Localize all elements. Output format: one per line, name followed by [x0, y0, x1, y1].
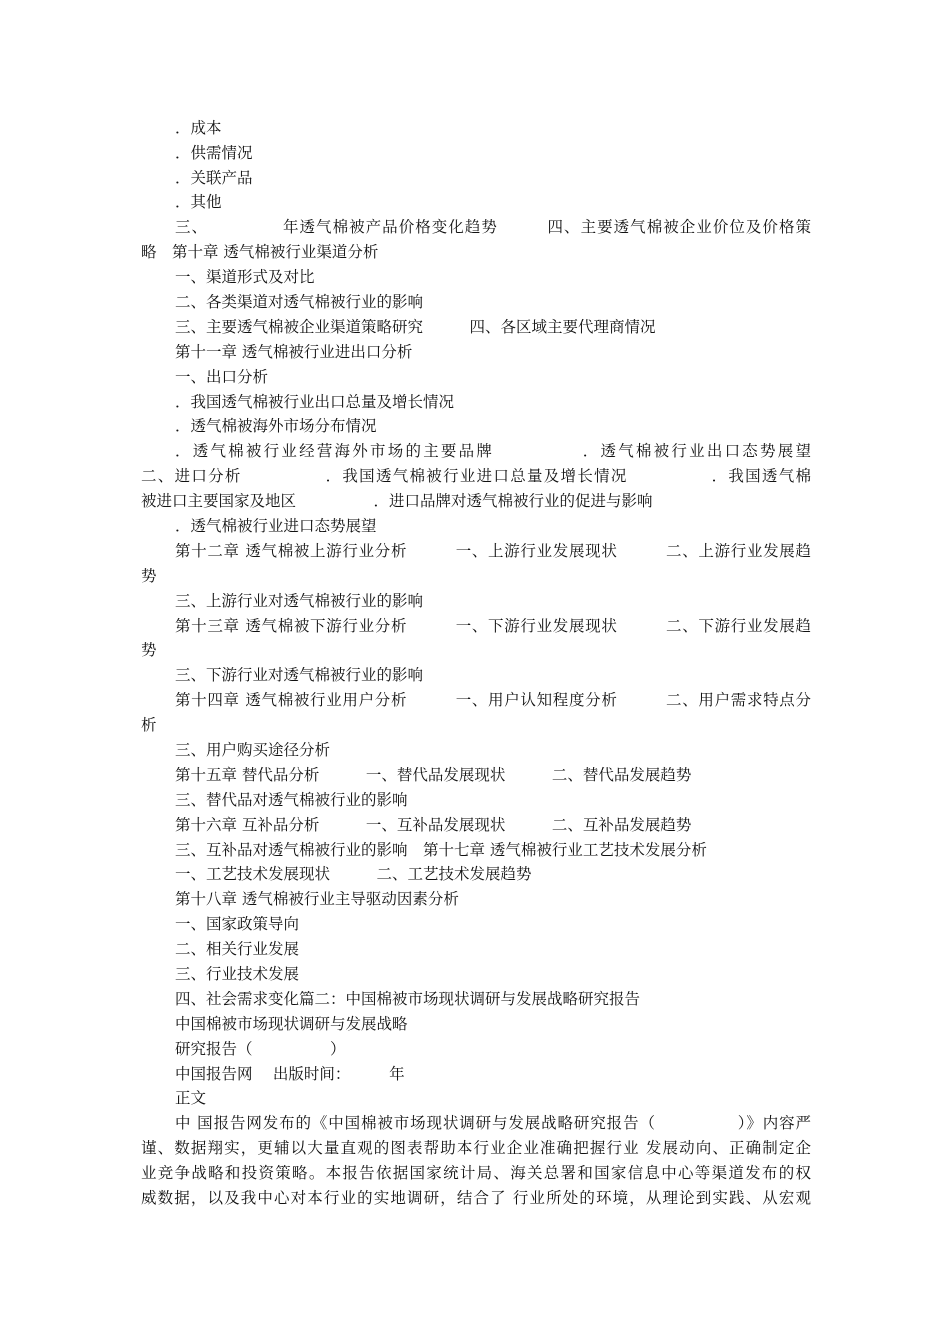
body-paragraph-line: 谨、数据翔实，更辅以大量直观的图表帮助本行业企业准确把握行业 发展动向、正确制定企: [141, 1139, 811, 1157]
toc-line: ．关联产品: [175, 169, 253, 187]
toc-line: 第十八章 透气棉被行业主导驱动因素分析: [175, 890, 459, 908]
toc-line: 二、进口分析 ．我国透气棉被行业进口总量及增长情况 ．我国透气棉: [141, 467, 811, 485]
toc-line: 一、出口分析: [175, 368, 269, 386]
toc-line: ．透气棉被行业经营海外市场的主要品牌 ．透气棉被行业出口态势展望: [175, 442, 811, 460]
section-heading: 四、社会需求变化篇二：中国棉被市场现状调研与发展战略研究报告: [175, 990, 641, 1008]
body-heading: 正文: [175, 1089, 207, 1107]
toc-line: 第十四章 透气棉被行业用户分析 一、用户认知程度分析 二、用户需求特点分: [175, 691, 811, 709]
toc-line: 三、替代品对透气棉被行业的影响: [175, 791, 408, 809]
toc-line: 被进口主要国家及地区 ．进口品牌对透气棉被行业的促进与影响: [141, 492, 653, 510]
body-paragraph-line: 业竞争战略和投资策略。本报告依据国家统计局、海关总署和国家信息中心等渠道发布的权: [141, 1164, 811, 1182]
toc-line: 第十五章 替代品分析 一、替代品发展现状 二、替代品发展趋势: [175, 766, 692, 784]
toc-line: 第十一章 透气棉被行业进出口分析: [175, 343, 413, 361]
toc-line: 一、工艺技术发展现状 二、工艺技术发展趋势: [175, 865, 532, 883]
body-paragraph-line: 中 国报告网发布的《中国棉被市场现状调研与发展战略研究报告（ ）》内容严: [175, 1114, 811, 1132]
toc-line: ．其他: [175, 193, 222, 211]
toc-line: ．成本: [175, 119, 222, 137]
toc-line: 三、 年透气棉被产品价格变化趋势 四、主要透气棉被企业价位及价格策: [175, 218, 811, 236]
toc-line: 第十六章 互补品分析 一、互补品发展现状 二、互补品发展趋势: [175, 816, 692, 834]
toc-line: 第十三章 透气棉被下游行业分析 一、下游行业发展现状 二、下游行业发展趋: [175, 617, 811, 635]
toc-line: 三、用户购买途径分析: [175, 741, 331, 759]
toc-line: ．我国透气棉被行业出口总量及增长情况: [175, 393, 455, 411]
toc-line: 三、下游行业对透气棉被行业的影响: [175, 666, 424, 684]
toc-line: 一、渠道形式及对比: [175, 268, 315, 286]
toc-line: 略 第十章 透气棉被行业渠道分析: [141, 243, 379, 261]
toc-line: ．供需情况: [175, 144, 253, 162]
toc-line: 二、各类渠道对透气棉被行业的影响: [175, 293, 424, 311]
body-paragraph-line: 威数据，以及我中心对本行业的实地调研，结合了 行业所处的环境，从理论到实践、从宏观: [141, 1189, 811, 1207]
toc-line: 三、行业技术发展: [175, 965, 300, 983]
toc-line: ．透气棉被行业进口态势展望: [175, 517, 377, 535]
toc-line: 三、主要透气棉被企业渠道策略研究 四、各区域主要代理商情况: [175, 318, 656, 336]
toc-line: 一、国家政策导向: [175, 915, 300, 933]
toc-line: 析: [141, 716, 157, 734]
toc-line: 第十二章 透气棉被上游行业分析 一、上游行业发展现状 二、上游行业发展趋: [175, 542, 811, 560]
toc-line: 三、上游行业对透气棉被行业的影响: [175, 592, 424, 610]
publisher-line: 中国报告网 出版时间： 年: [175, 1065, 405, 1083]
report-title: 中国棉被市场现状调研与发展战略: [175, 1015, 408, 1033]
toc-line: 二、相关行业发展: [175, 940, 300, 958]
toc-line: 势: [141, 641, 157, 659]
report-title-cont: 研究报告（ ）: [175, 1040, 346, 1058]
toc-line: 势: [141, 567, 157, 585]
toc-line: 三、互补品对透气棉被行业的影响 第十七章 透气棉被行业工艺技术发展分析: [175, 841, 707, 859]
toc-line: ．透气棉被海外市场分布情况: [175, 417, 377, 435]
